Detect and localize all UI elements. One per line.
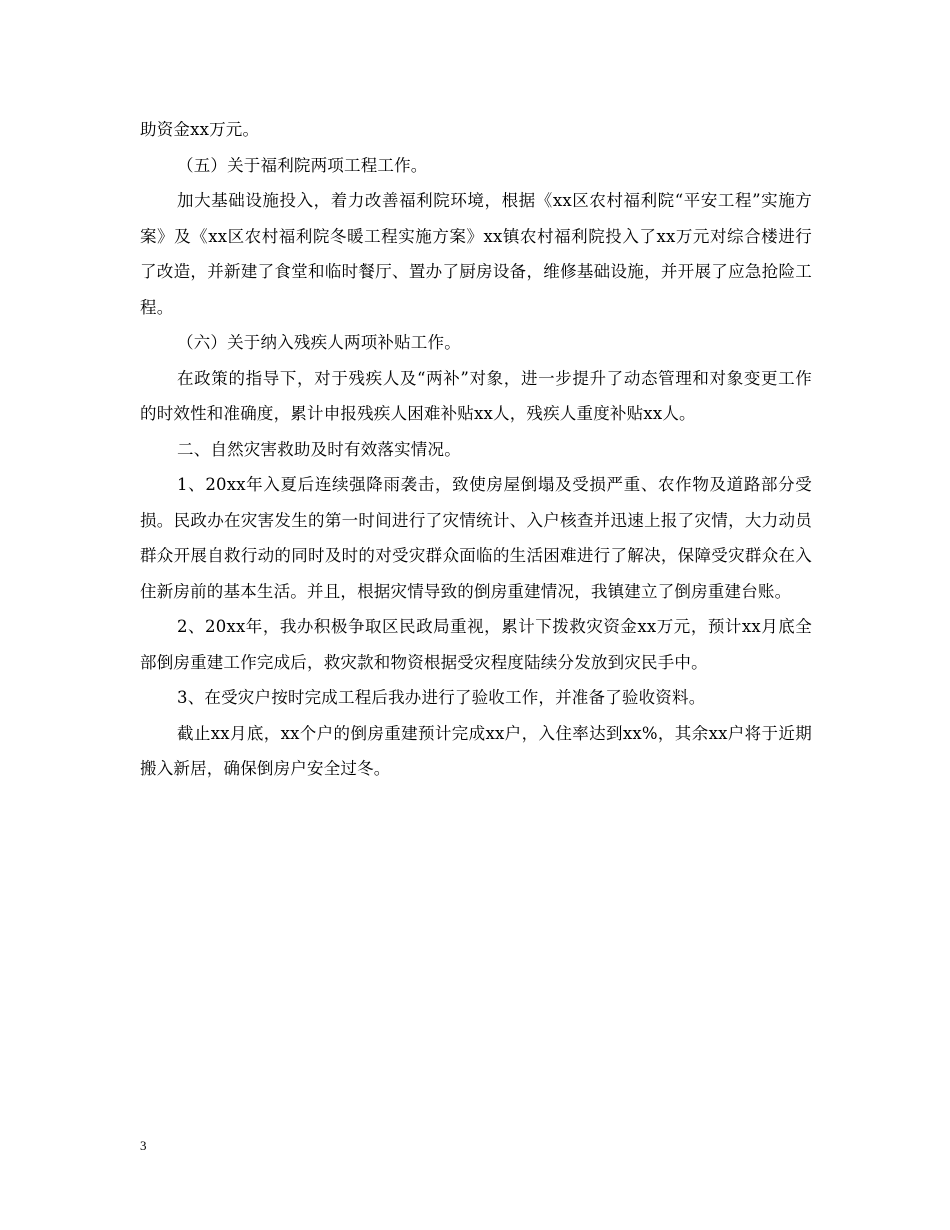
- paragraph: 加大基础设施投入，着力改善福利院环境，根据《xx区农村福利院“平安工程”实施方案》及《xx区农村福利院冬暖工程实施方案》xx镇农村福利院投入了xx万元对综合楼进行了改造，并新建了食堂和临时餐厅、置办了厨房设备，维修基础设施，并开展了应急抢险工程。: [140, 191, 812, 317]
- section-heading: 二、自然灾害救助及时有效落实情况。: [177, 439, 461, 459]
- page-number: 3: [140, 1138, 147, 1153]
- document-body: [140, 112, 812, 787]
- paragraph: 截止xx月底，xx个户的倒房重建预计完成xx户，入住率达到xx%，其余xx户将于近期搬入新居，确保倒房户安全过冬。: [140, 723, 812, 778]
- paragraph: 助资金xx万元。: [140, 120, 260, 139]
- paragraph: 3、在受灾户按时完成工程后我办进行了验收工作，并准备了验收资料。: [177, 688, 706, 707]
- section-heading: （五）关于福利院两项工程工作。: [177, 155, 428, 175]
- paragraph: 1、20xx年入夏后连续强降雨袭击，致使房屋倒塌及受损严重、农作物及道路部分受损。民政办在灾害发生的第一时间进行了灾情统计、入户核查并迅速上报了灾情，大力动员群众开展自救行动的同时及时的对受灾群众面临的生活困难进行了解决，保障受灾群众在入住新房前的基本生活。并且，根据灾情导致的倒房重建情况，我镇建立了倒房重建台账。: [140, 475, 812, 601]
- paragraph: 2、20xx年，我办积极争取区民政局重视，累计下拨救灾资金xx万元，预计xx月底全部倒房重建工作完成后，救灾款和物资根据受灾程度陆续分发放到灾民手中。: [140, 617, 812, 672]
- section-heading: （六）关于纳入残疾人两项补贴工作。: [177, 333, 461, 352]
- paragraph: 在政策的指导下，对于残疾人及“两补”对象，进一步提升了动态管理和对象变更工作的时效性和准确度，累计申报残疾人困难补贴xx人，残疾人重度补贴xx人。: [140, 368, 812, 423]
